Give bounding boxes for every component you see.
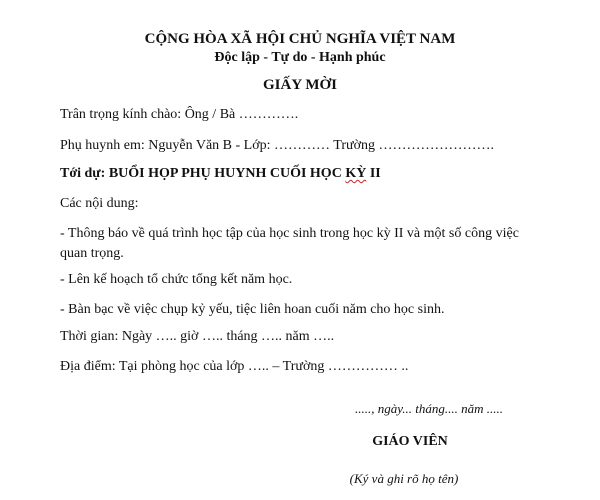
document-title: GIẤY MỜI: [262, 77, 338, 93]
content-item-1-line-1: - Thông báo về quá trình học tập của học sinh trong học kỳ II và một số công việc: [60, 226, 519, 241]
attend-event: [109, 166, 381, 181]
content-item-2: - Lên kế hoạch tổ chức tổng kết năm học.: [60, 272, 293, 287]
country-heading: CỘNG HÒA XÃ HỘI CHỦ NGHĨA VIỆT NAM: [144, 31, 456, 47]
attend-event-underlined: KỲ: [345, 166, 367, 181]
contents-label: Các nội dung:: [60, 196, 139, 211]
content-item-3: - Bàn bạc về việc chụp kỷ yếu, tiệc liên hoan cuối năm cho học sinh.: [60, 302, 445, 317]
content-item-1-line-2: quan trọng.: [60, 246, 124, 261]
motto-heading: Độc lập - Tự do - Hạnh phúc: [214, 50, 386, 65]
place-line: Địa điểm: Tại phòng học của lớp ….. – Trường …………… ..: [60, 359, 409, 374]
signature-note: (Ký và ghi rõ họ tên): [349, 471, 459, 486]
signer-title: GIÁO VIÊN: [372, 434, 448, 449]
attend-line: [60, 165, 381, 183]
time-line: Thời gian: Ngày ….. giờ ….. tháng ….. năm …..: [60, 329, 335, 344]
parent-line: Phụ huynh em: Nguyễn Văn B - Lớp: ………… Trường …………………….: [60, 138, 494, 153]
attend-label: Tới dự:: [60, 166, 106, 181]
greeting-line: Trân trọng kính chào: Ông / Bà ………….: [60, 107, 299, 122]
attend-event-main: BUỔI HỌP PHỤ HUYNH CUỐI HỌC: [108, 166, 346, 181]
attend-event-tail: II: [366, 166, 381, 181]
date-line: ....., ngày... tháng.... năm .....: [355, 401, 504, 416]
